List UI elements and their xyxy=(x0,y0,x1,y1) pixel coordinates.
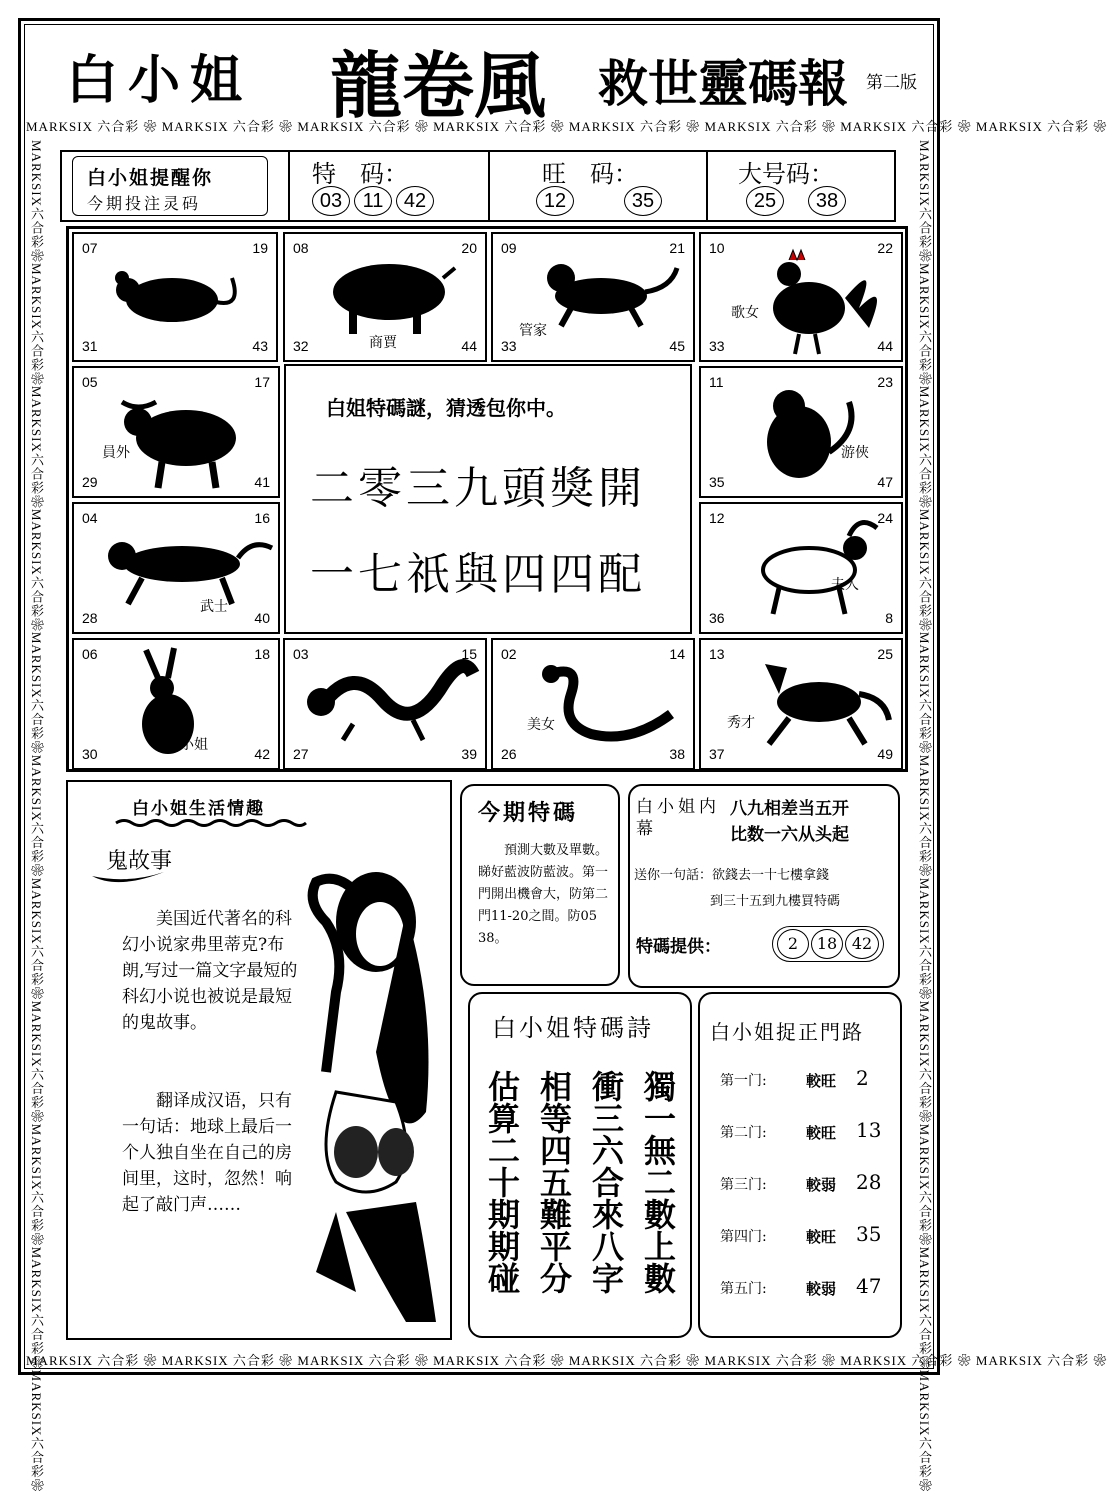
number-ball: 03 xyxy=(312,186,350,216)
woman-photo xyxy=(296,852,450,1332)
riddle-line-1: 二零三九頭獎開 xyxy=(310,463,646,514)
goat-icon xyxy=(709,508,899,628)
title-longjuanfeng: 龍卷風 xyxy=(330,43,547,128)
zodiac-number: 45 xyxy=(669,338,685,354)
zodiac-number: 43 xyxy=(252,338,268,354)
number-ball: 2 xyxy=(777,929,809,959)
zodiac-number: 8 xyxy=(885,610,893,626)
zodiac-label: 美女 xyxy=(527,717,555,733)
inside-box xyxy=(628,784,900,988)
remind-box xyxy=(72,156,268,216)
zodiac-number: 22 xyxy=(877,240,893,256)
monkey-icon xyxy=(709,372,899,492)
riddle-line-2: 一七祇與四四配 xyxy=(310,549,646,600)
zodiac-number: 19 xyxy=(252,240,268,256)
gate-number: 28 xyxy=(856,1170,882,1194)
gates-title: 白小姐捉正門路 xyxy=(710,1020,864,1044)
brush-stroke-icon xyxy=(88,868,168,892)
zodiac-label: 游俠 xyxy=(841,445,869,461)
zodiac-number: 13 xyxy=(709,646,725,662)
zodiac-number: 23 xyxy=(877,374,893,390)
wang-code-group xyxy=(488,152,706,220)
life-subtitle: 鬼故事 xyxy=(106,849,173,874)
zodiac-number: 33 xyxy=(501,338,517,354)
number-ball: 25 xyxy=(746,186,784,216)
edition-label: 第二版 xyxy=(866,73,917,93)
zodiac-number: 39 xyxy=(461,746,477,762)
zodiac-cell xyxy=(491,638,695,770)
snake-icon xyxy=(501,644,691,764)
gate-number: 13 xyxy=(856,1118,882,1142)
zodiac-label: 武士 xyxy=(200,599,228,615)
zodiac-number: 41 xyxy=(254,474,270,490)
life-paragraph-1: 美国近代著名的科幻小说家弗里蒂克?布朗,写过一篇文字最短的科幻小说也被说是最短的鬼故事。 xyxy=(122,909,298,1033)
gate-number: 2 xyxy=(856,1066,869,1090)
gate-name: 第五门: xyxy=(720,1281,767,1297)
zodiac-label: 歌女 xyxy=(731,305,759,321)
dog-icon xyxy=(501,238,691,358)
zodiac-number: 21 xyxy=(669,240,685,256)
gate-strength: 較弱 xyxy=(806,1280,837,1298)
zodiac-cell xyxy=(491,232,695,362)
zodiac-cell xyxy=(283,232,487,362)
zodiac-cell xyxy=(699,502,903,634)
marksix-strip-right: MARKSIX六合彩❀MARKSIX六合彩❀MARKSIX六合彩❀MARKSIX六合彩❀MARKSIX六合彩❀MARKSIX六合彩❀MARKSIX六合彩❀MARKSIX六合彩❀MARKSIX六合彩❀MARKSIX六合彩❀MARKSIX六合彩❀ xyxy=(917,140,932,1493)
number-ball: 38 xyxy=(808,186,846,216)
poem-box xyxy=(468,992,692,1338)
zodiac-cell xyxy=(699,232,903,362)
gate-strength: 較弱 xyxy=(806,1176,837,1194)
life-title: 白小姐生活情趣 xyxy=(132,799,265,819)
zodiac-label: 管家 xyxy=(519,323,547,339)
zodiac-number: 42 xyxy=(254,746,270,762)
zodiac-number: 49 xyxy=(877,746,893,762)
zodiac-number: 18 xyxy=(254,646,270,662)
ox-icon xyxy=(82,372,272,492)
inside-label: 白小姐内幕 xyxy=(636,797,720,839)
big-code-label: 大号码： xyxy=(738,160,834,188)
special-code-label: 特 码： xyxy=(312,160,408,188)
wave-divider xyxy=(116,818,306,828)
zodiac-cell xyxy=(283,638,487,770)
zodiac-number: 27 xyxy=(293,746,309,762)
inside-send-line: 送你一句話：欲錢去一十七樓拿錢 xyxy=(634,868,830,883)
poem-column-2: 衝三六合來八字 xyxy=(587,1070,625,1294)
zodiac-number: 36 xyxy=(709,610,725,626)
special-forecast-box xyxy=(460,784,620,986)
tiger-icon xyxy=(82,508,272,628)
zodiac-number: 35 xyxy=(709,474,725,490)
gate-number: 35 xyxy=(856,1222,882,1246)
zodiac-number: 38 xyxy=(669,746,685,762)
horse-icon xyxy=(709,644,899,764)
zodiac-number: 30 xyxy=(82,746,98,762)
special-forecast-text: 預測大數及單數。睇好藍波防藍波。第一門開出機會大，防第二門11-20之間。防05 38。 xyxy=(478,843,609,946)
zodiac-number: 28 xyxy=(82,610,98,626)
poem-column-3: 相等四五難平分 xyxy=(535,1070,573,1294)
inside-line-2: 比数一六从头起 xyxy=(730,825,849,845)
zodiac-label: 夫人 xyxy=(831,577,859,593)
marksix-strip-top: MARKSIX 六合彩 ❀ MARKSIX 六合彩 ❀ MARKSIX 六合彩 ❀ MARKSIX 六合彩 ❀ MARKSIX 六合彩 ❀ MARKSIX 六合彩 ❀ MARKSIX 六合彩 ❀ MARKSIX 六合彩 ❀ xyxy=(26,119,1107,134)
gate-name: 第四门: xyxy=(720,1229,767,1245)
life-paragraph-2: 翻译成汉语，只有一句话：地球上最后一个人独自坐在自己的房间里，这时，忽然！响起了敲门声…… xyxy=(122,1091,292,1215)
zodiac-cell xyxy=(72,232,278,362)
zodiac-number: 11 xyxy=(709,374,724,390)
zodiac-number: 10 xyxy=(709,240,725,256)
page-header xyxy=(60,28,920,128)
zodiac-number: 32 xyxy=(293,338,309,354)
zodiac-number: 44 xyxy=(877,338,893,354)
zodiac-label: 員外 xyxy=(102,445,130,461)
zodiac-number: 40 xyxy=(254,610,270,626)
zodiac-number: 44 xyxy=(461,338,477,354)
zodiac-cell xyxy=(72,366,280,498)
rooster-icon xyxy=(709,238,899,358)
zodiac-number: 02 xyxy=(501,646,517,662)
marksix-strip-left: MARKSIX六合彩❀MARKSIX六合彩❀MARKSIX六合彩❀MARKSIX六合彩❀MARKSIX六合彩❀MARKSIX六合彩❀MARKSIX六合彩❀MARKSIX六合彩❀MARKSIX六合彩❀MARKSIX六合彩❀MARKSIX六合彩❀ xyxy=(29,140,44,1493)
zodiac-number: 24 xyxy=(877,510,893,526)
zodiac-number: 31 xyxy=(82,338,98,354)
zodiac-number: 37 xyxy=(709,746,725,762)
zodiac-cell xyxy=(72,502,280,634)
number-ball: 12 xyxy=(536,186,574,216)
gate-strength: 較旺 xyxy=(806,1228,837,1246)
poem-column-1: 獨一無二數上數 xyxy=(639,1070,677,1294)
zodiac-number: 05 xyxy=(82,374,98,390)
zodiac-number: 17 xyxy=(254,374,270,390)
gate-row xyxy=(720,1066,890,1096)
life-section xyxy=(66,780,452,1340)
zodiac-number: 04 xyxy=(82,510,98,526)
zodiac-number: 14 xyxy=(669,646,685,662)
zodiac-number: 25 xyxy=(877,646,893,662)
poem-title: 白小姐特碼詩 xyxy=(492,1014,654,1042)
wang-code-label: 旺 码： xyxy=(542,160,638,188)
number-ball: 42 xyxy=(845,929,879,959)
tips-row xyxy=(60,150,896,222)
rat-icon xyxy=(82,238,272,358)
wang-code-balls xyxy=(536,186,666,216)
gate-number: 47 xyxy=(856,1274,882,1298)
zodiac-number: 33 xyxy=(709,338,725,354)
inside-send-line-2: 到三十五到九樓買特碼 xyxy=(710,894,841,909)
zodiac-number: 07 xyxy=(82,240,98,256)
number-ball: 18 xyxy=(811,929,843,959)
gate-row xyxy=(720,1222,890,1252)
title-bai: 白小姐 xyxy=(66,51,253,111)
gate-name: 第一门: xyxy=(720,1073,767,1089)
zodiac-number: 15 xyxy=(461,646,477,662)
gates-box xyxy=(698,992,902,1338)
title-jiushi: 救世靈碼報 xyxy=(598,55,848,113)
zodiac-number: 03 xyxy=(293,646,309,662)
big-code-balls xyxy=(746,186,850,216)
zodiac-cell xyxy=(699,366,903,498)
zodiac-number: 16 xyxy=(254,510,270,526)
special-code-group xyxy=(288,152,488,220)
gate-row xyxy=(720,1274,890,1304)
rabbit-icon xyxy=(82,644,272,764)
zodiac-label: 商賈 xyxy=(369,335,397,351)
riddle-box xyxy=(284,364,692,634)
provide-balls xyxy=(772,926,884,962)
gate-name: 第二门: xyxy=(720,1125,767,1141)
marksix-strip-bottom: MARKSIX 六合彩 ❀ MARKSIX 六合彩 ❀ MARKSIX 六合彩 ❀ MARKSIX 六合彩 ❀ MARKSIX 六合彩 ❀ MARKSIX 六合彩 ❀ MARKSIX 六合彩 ❀ MARKSIX 六合彩 ❀ xyxy=(26,1353,1107,1368)
inside-line-1: 八九相差当五开 xyxy=(730,799,849,819)
zodiac-number: 47 xyxy=(877,474,893,490)
poem-column-4: 估算二十期期碰 xyxy=(483,1070,521,1294)
gate-row xyxy=(720,1170,890,1200)
number-ball: 11 xyxy=(354,186,392,216)
special-forecast-title: 今期特碼 xyxy=(478,800,579,826)
special-provide-label: 特碼提供： xyxy=(636,937,721,957)
zodiac-number: 08 xyxy=(293,240,309,256)
zodiac-number: 12 xyxy=(709,510,725,526)
remind-title: 白小姐提醒你 xyxy=(87,167,214,189)
number-ball: 42 xyxy=(396,186,434,216)
gate-strength: 較旺 xyxy=(806,1124,837,1142)
number-ball: 35 xyxy=(624,186,662,216)
gate-strength: 較旺 xyxy=(806,1072,837,1090)
big-code-group xyxy=(706,152,894,220)
zodiac-label: 小姐 xyxy=(180,737,208,753)
zodiac-label: 秀才 xyxy=(727,715,755,731)
zodiac-number: 09 xyxy=(501,240,517,256)
dragon-icon xyxy=(293,644,483,764)
special-code-balls xyxy=(312,186,438,216)
remind-sub: 今期投注灵码 xyxy=(87,194,202,213)
gate-row xyxy=(720,1118,890,1148)
gate-name: 第三门: xyxy=(720,1177,767,1193)
zodiac-cell xyxy=(699,638,903,770)
riddle-title: 白姐特碼謎，猜透包你中。 xyxy=(326,396,566,420)
zodiac-number: 29 xyxy=(82,474,98,490)
zodiac-number: 20 xyxy=(461,240,477,256)
zodiac-cell xyxy=(72,638,280,770)
zodiac-number: 26 xyxy=(501,746,517,762)
zodiac-number: 06 xyxy=(82,646,98,662)
